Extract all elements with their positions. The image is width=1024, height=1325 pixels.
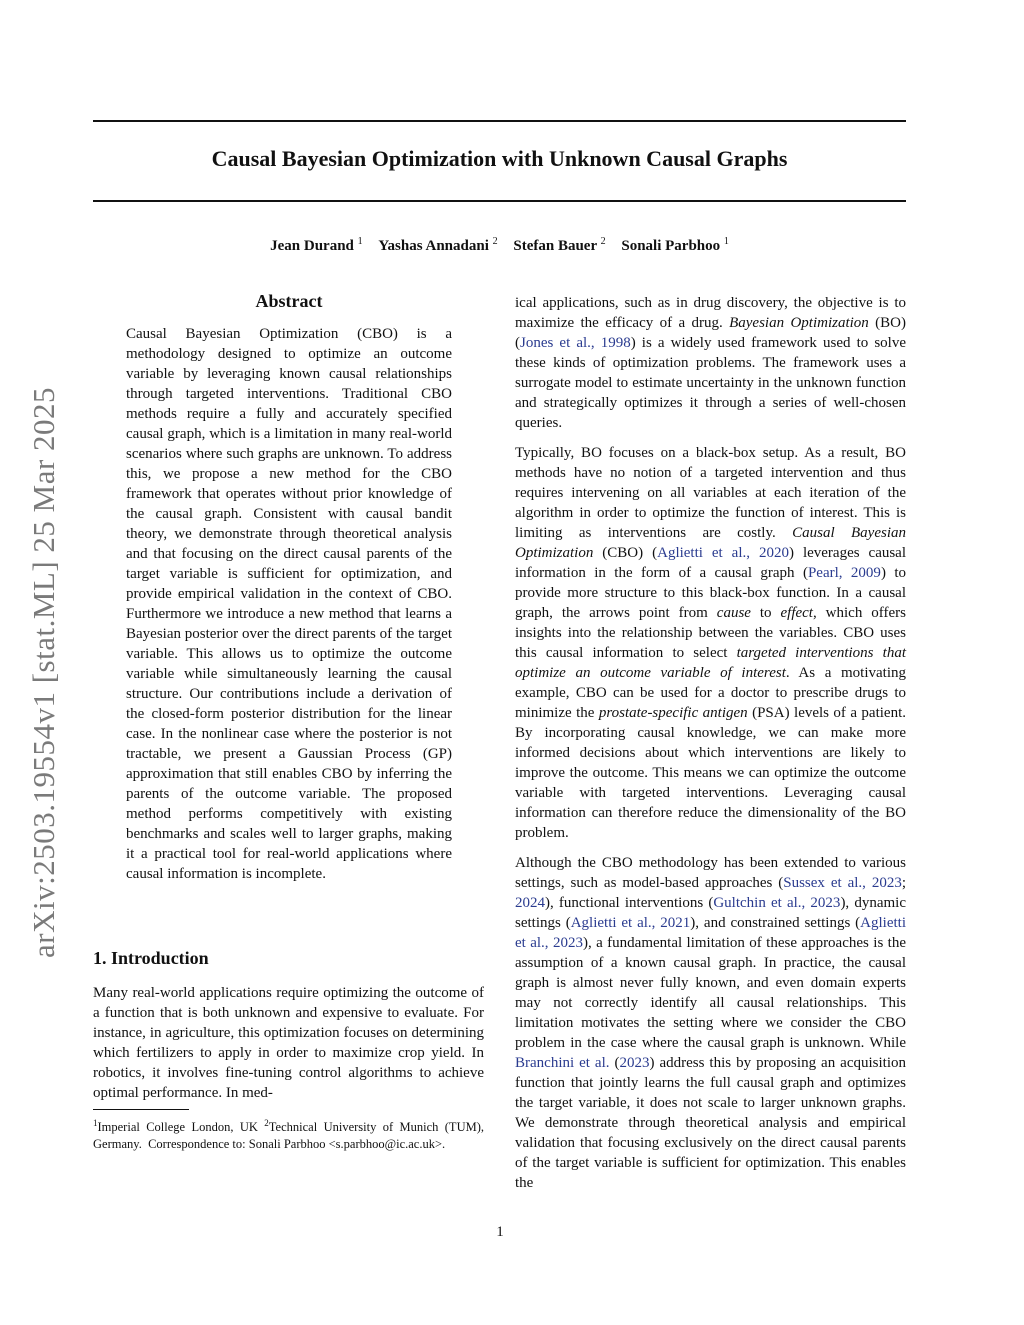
- author-list: [93, 236, 906, 255]
- citation-link[interactable]: Jones et al., 1998: [520, 335, 631, 351]
- paragraph: Although the CBO methodology has been extended to various settings, such as model-based approaches (Sussex et al., 2023; 2024), functional interventions (Gultchin et al., 2023), dynamic settings (Aglietti et al., 2021), and constrained settings (Aglietti et al., 2023), a fundamental limitation of these approaches is the assumption of a known causal graph. In practice, the causal graph is almost never fully known, and even domain experts may not correctly identify all causal relationships. This limitation motivates the setting where we consider the CBO problem in the case where the causal graph is unknown. While Branchini et al. (2023) address this by proposing an acquisition function that jointly learns the full causal graph and optimizes the target variable, it does not scale to larger unknown graphs. We demonstrate through theoretical analysis and empirical validation that focusing exclusively on the direct causal parents of the target variable is sufficient for optimization. This enables the: [515, 855, 907, 1191]
- author-name: Yashas Annadani: [378, 238, 489, 254]
- affiliation-mark: 1: [357, 236, 363, 247]
- title-bottom-rule: [93, 200, 906, 202]
- author: [270, 238, 363, 254]
- citation-link[interactable]: Gultchin et al., 2023: [713, 895, 841, 911]
- author: [378, 238, 497, 254]
- author-name: Stefan Bauer: [513, 238, 597, 254]
- abstract-text: Causal Bayesian Optimization (CBO) is a methodology designed to optimize an outcome variable by leveraging known causal relationships through targeted interventions. Traditional CBO methods require a fully and accurately specified causal graph, which is a limitation in many real-world scenarios where such graphs are unknown. To address this, we propose a new method for the CBO framework that operates without prior knowledge of the causal graph. Consistent with causal bandit theory, we demonstrate through theoretical analysis and that focusing on the direct causal parents of the target variable is sufficient for optimization, and provide empirical validation in the context of CBO. Furthermore we introduce a new method that learns a Bayesian posterior over the direct parents of the target variable. This allows us to optimize the outcome variable while simultaneously learning the causal structure. Our contributions include a derivation of the closed-form posterior distribution for the linear case. In the nonlinear case where the posterior is not tractable, we present a Gaussian Process (GP) approximation that still enables CBO by inferring the parents of the outcome variable. The proposed method performs competitively with existing benchmarks and scales well to larger graphs, making it a practical tool for real-world applications where causal information is incomplete.: [126, 326, 452, 882]
- author: [621, 238, 729, 254]
- paragraph: Typically, BO focuses on a black-box setup. As a result, BO methods have no notion of a targeted intervention and thus requires intervening on all variables at each iteration of the algorithm in order to optimize the function of interest. This is limiting as interventions are costly. Causal Bayesian Optimization (CBO) (Aglietti et al., 2020) leverages causal information in the form of a causal graph (Pearl, 2009) to provide more structure to this black-box function. In a causal graph, the arrows point from cause to effect, which offers insights into the relationship between the variables. CBO uses this causal information to select targeted interventions that optimize an outcome variable of interest. As a motivating example, CBO can be used for a doctor to prescribe drugs to minimize the prostate-specific antigen (PSA) levels of a patient. By incorporating causal knowledge, we can make more informed decisions about which interventions are likely to improve the outcome. This means we can optimize the outcome variable with targeted interventions. Leveraging causal information can therefore reduce the dimensionality of the BO problem.: [515, 445, 907, 841]
- affiliation-mark: 2: [492, 236, 498, 247]
- footnote-aff1: Imperial College London, UK: [97, 1120, 258, 1135]
- citation-link[interactable]: Sussex et al., 2023: [783, 875, 902, 891]
- footnote-correspondence: Correspondence to: Sonali Parbhoo <s.parbhoo@ic.ac.uk>.: [148, 1137, 446, 1152]
- abstract-heading: Abstract: [255, 291, 323, 311]
- footnote-mark: 2: [264, 1118, 269, 1128]
- citation-link[interactable]: Aglietti et al., 2021: [570, 915, 691, 931]
- citation-link[interactable]: 2024: [515, 895, 545, 911]
- affiliation-mark: 2: [600, 236, 606, 247]
- right-column: [515, 293, 906, 1203]
- citation-link[interactable]: Pearl, 2009: [807, 565, 881, 581]
- citation-link[interactable]: Branchini et al.: [515, 1055, 610, 1071]
- paper-title: Causal Bayesian Optimization with Unknown Causal Graphs: [211, 146, 788, 171]
- arxiv-stamp[interactable]: arXiv:2503.19554v1 [stat.ML] 25 Mar 2025: [26, 386, 61, 958]
- intro-paragraph: Many real-world applications require optimizing the outcome of a function that is both unknown and expensive to evaluate. For instance, in agriculture, this optimization focuses on determining which fertilizers to apply in order to maximize crop yield. In robotics, it involves fine-tuning control algorithms to achieve optimal performance. In med-: [93, 985, 484, 1101]
- citation-link[interactable]: Aglietti et al., 2023: [515, 915, 906, 951]
- footnote-mark: 1: [93, 1118, 98, 1128]
- affiliation-mark: 1: [723, 236, 729, 247]
- section-heading: 1. Introduction: [93, 948, 209, 968]
- top-rule: [93, 120, 906, 122]
- footnote-aff2: Technical University of Munich (TUM), Germany.: [93, 1120, 484, 1152]
- author-name: Sonali Parbhoo: [621, 238, 721, 254]
- citation-link[interactable]: 2023: [619, 1055, 650, 1071]
- author: [513, 238, 605, 254]
- footnote-rule: [93, 1109, 189, 1110]
- citation-link[interactable]: Aglietti et al., 2020: [657, 545, 789, 561]
- paragraph: ical applications, such as in drug discovery, the objective is to maximize the efficacy of a drug. Bayesian Optimization (BO) (Jones et al., 1998) is a widely used framework used to solve these kinds of optimization problems. The framework uses a surrogate model to estimate uncertainty in the unknown function and strategically optimizes it through a series of well-chosen queries.: [515, 295, 907, 431]
- footnote: [93, 1115, 484, 1153]
- page-number: 1: [496, 1224, 504, 1240]
- author-name: Jean Durand: [270, 238, 354, 254]
